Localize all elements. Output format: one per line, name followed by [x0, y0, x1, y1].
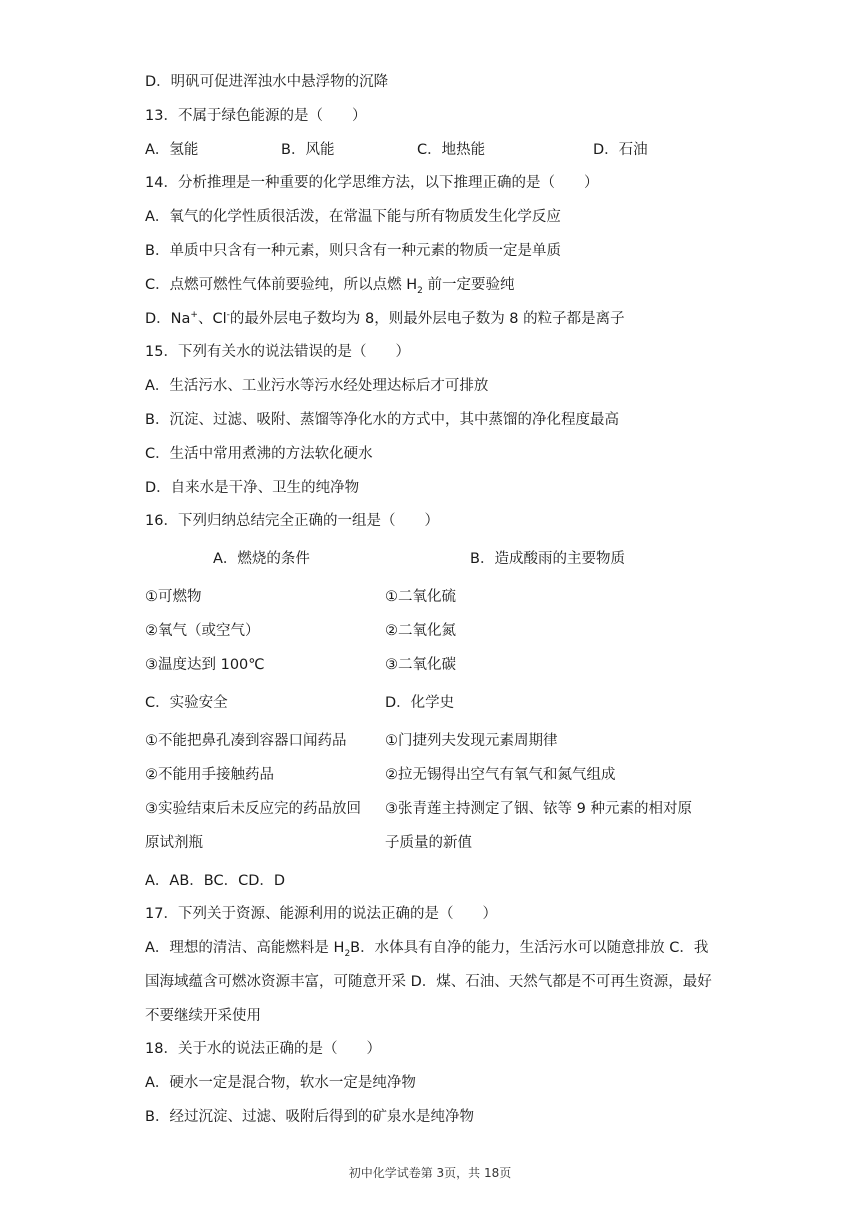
q13-option-a: A．氢能	[145, 142, 199, 158]
question-18-stem: 18．关于水的说法正确的是（ ）	[145, 1041, 381, 1057]
page-footer: 初中化学试卷第 3页，共 18页	[348, 1166, 512, 1180]
q16-a-item: ②氧气（或空气）	[145, 623, 260, 639]
q13-option-c: C．地热能	[417, 142, 486, 158]
q17-options-paragraph: A．理想的清洁、高能燃料是 $H_2B$．水体具有自净的能力，生活污水可以随意排放 C．我国海域蕴含可燃冰资源丰富，可随意开采 D．煤、石油、天然气都是不可再生资源，最好不要继续开采使用	[145, 940, 712, 1024]
q16-d-item: ①门捷列夫发现元素周期律	[385, 733, 558, 749]
question-15-stem: 15．下列有关水的说法错误的是（ ）	[145, 344, 410, 360]
q16-a-heading: A．燃烧的条件	[213, 551, 310, 567]
q13-option-d: D．石油	[593, 142, 648, 158]
q16-b-item: ①二氧化硫	[385, 589, 456, 605]
q16-c-item: ②不能用手接触药品	[145, 767, 274, 783]
q16-c-heading: C．实验安全	[145, 695, 228, 711]
question-16-stem: 16．下列归纳总结完全正确的一组是（ ）	[145, 513, 439, 529]
q16-b-item: ②二氧化氮	[385, 623, 456, 639]
q18-option-a: A．硬水一定是混合物，软水一定是纯净物	[145, 1075, 416, 1091]
question-13-stem: 13．不属于绿色能源的是（ ）	[145, 108, 367, 124]
q16-d-item: 子质量的新值	[385, 835, 472, 851]
q16-d-item: ②拉无锡得出空气有氧气和氮气组成	[385, 767, 616, 783]
q15-option-a: A．生活污水、工业污水等污水经处理达标后才可排放	[145, 378, 489, 394]
q18-option-b: B．经过沉淀、过滤、吸附后得到的矿泉水是纯净物	[145, 1109, 474, 1125]
q14-option-a: A．氧气的化学性质很活泼，在常温下能与所有物质发生化学反应	[145, 209, 561, 225]
q15-option-d: D．自来水是干净、卫生的纯净物	[145, 480, 360, 496]
question-17-stem: 17．下列关于资源、能源利用的说法正确的是（ ）	[145, 906, 497, 922]
q14-option-c: C．点燃可燃性气体前要验纯，所以点燃 $H_2$ 前一定要验纯	[145, 277, 515, 296]
q15-option-b: B．沉淀、过滤、吸附、蒸馏等净化水的方式中，其中蒸馏的净化程度最高	[145, 412, 619, 428]
q14-option-b: B．单质中只含有一种元素，则只含有一种元素的物质一定是单质	[145, 243, 561, 259]
q16-a-item: ①可燃物	[145, 589, 202, 605]
q16-d-heading: D．化学史	[385, 695, 455, 711]
q16-c-item: 原试剂瓶	[145, 835, 203, 851]
q16-c-item: ①不能把鼻孔凑到容器口闻药品	[145, 733, 347, 749]
q16-b-heading: B．造成酸雨的主要物质	[470, 551, 625, 567]
q15-option-c: C．生活中常用煮沸的方法软化硬水	[145, 446, 373, 462]
q14-option-d: D．Na+、Cl-的最外层电子数均为 8，则最外层电子数为 8 的粒子都是离子	[145, 310, 625, 327]
question-14-stem: 14．分析推理是一种重要的化学思维方法，以下推理正确的是（ ）	[145, 175, 599, 191]
question-13-options	[145, 140, 745, 160]
q16-c-item: ③实验结束后未反应完的药品放回	[145, 801, 361, 817]
q16-answer-options: A．AB．BC．CD．D	[145, 873, 286, 889]
question-12-option-d: D．明矾可促进浑浊水中悬浮物的沉降	[145, 74, 389, 90]
q16-b-item: ③二氧化碳	[385, 657, 456, 673]
q16-d-item: ③张青莲主持测定了铟、铱等 9 种元素的相对原	[385, 801, 692, 817]
q13-option-b: B．风能	[281, 142, 335, 158]
q16-a-item: ③温度达到 100℃	[145, 657, 265, 673]
